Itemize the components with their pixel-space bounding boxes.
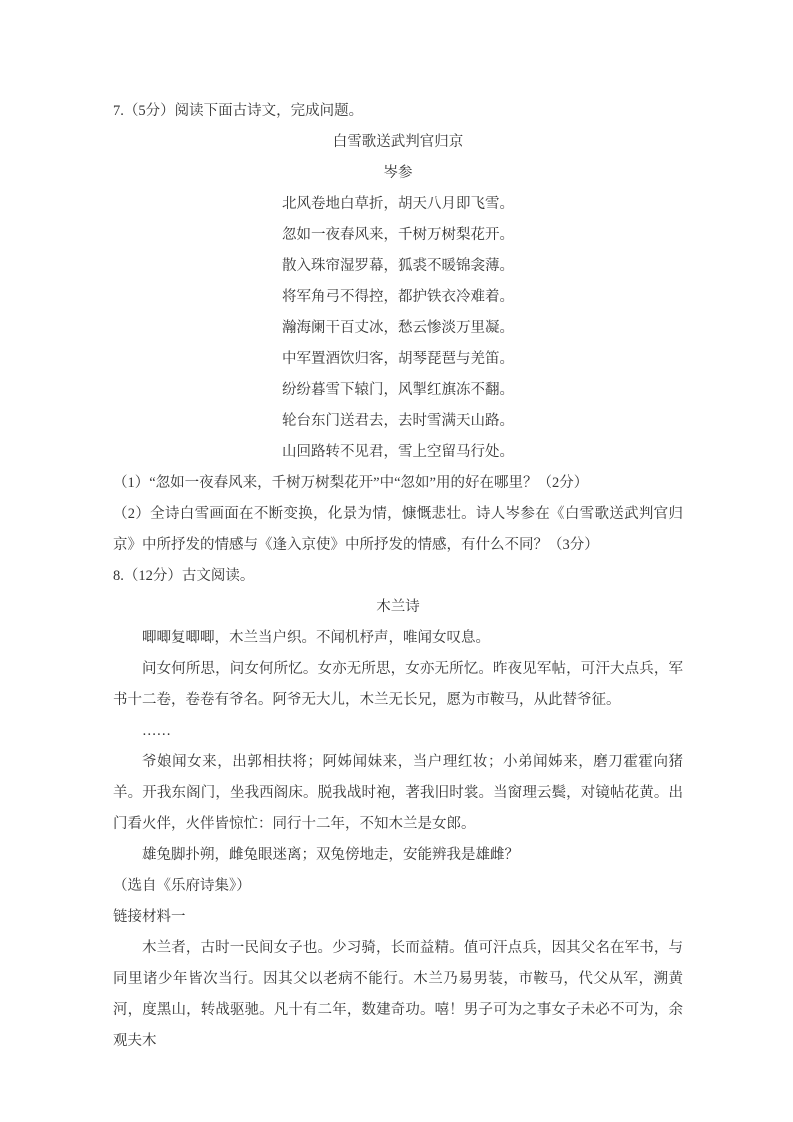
question-7-heading: 7.（5分）阅读下面古诗文，完成问题。 [113,103,364,119]
mulan-paragraph-2: 问女何所思，问女何所忆。女亦无所思，女亦无所忆。昨夜见军帖，可汗大点兵，军书十二卷，卷卷有爷名。阿爷无大儿，木兰无长兄，愿为市鞍马，从此替爷征。 [113,661,683,708]
poem-line-3: 散入珠帘湿罗幕，狐裘不暖锦衾薄。 [282,258,514,274]
poem-line-6: 中军置酒饮归客，胡琴琵琶与羌笛。 [282,351,514,367]
question-8-heading: 8.（12分）古文阅读。 [113,568,255,584]
poem-line-5: 瀚海阑干百丈冰，愁云惨淡万里凝。 [282,320,514,336]
poem-line-4: 将军角弓不得控，都护铁衣冷难着。 [282,289,514,305]
poem-author: 岑参 [383,165,413,181]
question-7-sub-2: （2）全诗白雪画面在不断变换，化景为情，慷慨悲壮。诗人岑参在《白雪歌送武判官归京》中所抒发的情感与《逢入京使》中所抒发的情感，有什么不同？（3分） [113,506,683,553]
question-7-sub-1: （1）“忽如一夜春风来，千树万树梨花开”中“忽如”用的好在哪里？（2分） [113,475,589,491]
poem-line-8: 轮台东门送君去，去时雪满天山路。 [282,413,514,429]
poem-line-1: 北风卷地白草折，胡天八月即飞雪。 [282,196,514,212]
linked-material-text: 木兰者，古时一民间女子也。少习骑，长而益精。值可汗点兵，因其父名在军书，与同里诸少年皆次当行。因其父以老病不能行。木兰乃易男装，市鞍马，代父从军，溯黄河，度黑山，转战驱驰。凡十有二年，数建奇功。嘻！男子可为之事女子未必不可为，余观夫木 [113,940,683,1049]
poem-line-7: 纷纷暮雪下辕门，风掣红旗冻不翻。 [282,382,514,398]
source-attribution: （选自《乐府诗集》） [113,878,251,894]
mulan-paragraph-3: 爷娘闻女来，出郭相扶将；阿姊闻妹来，当户理红妆；小弟闻姊来，磨刀霍霍向猪羊。开我东阁门，坐我西阁床。脱我战时袍，著我旧时裳。当窗理云鬓，对镜帖花黄。出门看火伴，火伴皆惊忙：同行十二年，不知木兰是女郎。 [113,754,683,832]
poem-line-9: 山回路转不见君，雪上空留马行处。 [282,444,514,460]
mulan-ellipsis: …… [142,723,171,739]
poem-title: 白雪歌送武判官归京 [332,134,464,150]
poem-line-2: 忽如一夜春风来，千树万树梨花开。 [282,227,514,243]
classical-text-title: 木兰诗 [376,599,420,615]
linked-material-label: 链接材料一 [113,909,186,925]
mulan-paragraph-1: 唧唧复唧唧，木兰当户织。不闻机杼声，唯闻女叹息。 [142,630,490,646]
mulan-paragraph-4: 雄兔脚扑朔，雌兔眼迷离；双兔傍地走，安能辨我是雄雌？ [142,847,519,863]
